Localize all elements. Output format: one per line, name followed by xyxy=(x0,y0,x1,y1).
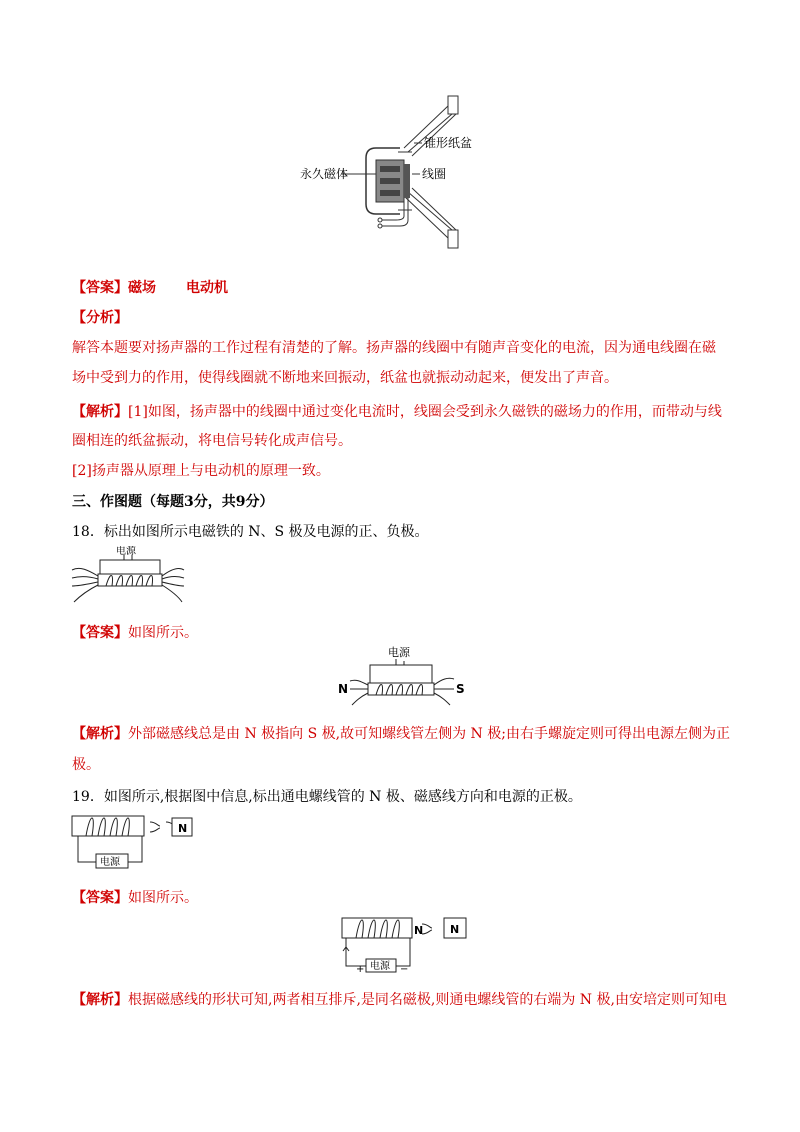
q18-ans-s-label: S xyxy=(456,682,465,696)
q18-fig-power-label: 电源 xyxy=(116,546,136,557)
q18-answer-figure xyxy=(336,645,466,707)
answer-2: 电动机 xyxy=(186,280,228,296)
q17-explain-line2: 圈相连的纸盆振动，将电信号转化成声信号。 xyxy=(72,433,352,449)
q19-explain-line1 xyxy=(72,991,727,1009)
explain-text: 根据磁感线的形状可知,两者相互排斥,是同名磁极,则通电螺线管的右端为 N 极,由安培定则可知电 xyxy=(128,992,727,1008)
explain-tag: 【解析】 xyxy=(72,726,128,742)
label-magnet: 永久磁体 xyxy=(300,167,349,181)
label-coil: 线圈 xyxy=(422,167,447,181)
q17-analysis-line2: 场中受到力的作用，使得线圈就不断地来回振动，纸盆也就振动动起来，便发出了声音。 xyxy=(72,370,618,386)
answer-tag: 【答案】 xyxy=(72,625,128,641)
q18-explain-line2: 极。 xyxy=(72,757,100,773)
label-cone: 锥形纸盆 xyxy=(424,136,473,150)
q17-explain-line3: [2]扬声器从原理上与电动机的原理一致。 xyxy=(72,463,330,479)
q17-answer xyxy=(72,279,228,297)
q18-figure xyxy=(70,546,186,606)
q18-ans-n-label: N xyxy=(338,682,349,696)
q17-analysis-tag: 【分析】 xyxy=(72,310,128,326)
answer-text: 如图所示。 xyxy=(128,625,198,641)
q19-question: 19．如图所示,根据图中信息,标出通电螺线管的 N 极、磁感线方向和电源的正极。 xyxy=(72,789,582,805)
q19-answer-figure xyxy=(338,914,470,976)
q18-question: 18．标出如图所示电磁铁的 N、S 极及电源的正、负极。 xyxy=(72,524,429,540)
q19-fig-n-label: N xyxy=(178,822,188,835)
q17-explain-line1 xyxy=(72,403,722,421)
q19-fig-power-label: 电源 xyxy=(100,857,120,868)
q18-explain-line1 xyxy=(72,725,730,743)
answer-tag: 【答案】 xyxy=(72,890,128,906)
q19-ans-plus: + xyxy=(356,964,365,975)
answer-1: 磁场 xyxy=(128,280,156,296)
q19-answer xyxy=(72,889,198,907)
answer-text: 如图所示。 xyxy=(128,890,198,906)
explain-text: 外部磁感线总是由 N 极指向 S 极,故可知螺线管左侧为 N 极;由右手螺旋定则可得出电源左侧为正 xyxy=(128,726,730,742)
explain-tag: 【解析】 xyxy=(72,992,128,1008)
section-title: 三、作图题（每题3分，共9分） xyxy=(72,494,274,510)
q19-ans-n-right: N xyxy=(450,923,460,936)
q18-ans-power-label: 电源 xyxy=(388,646,410,659)
q19-ans-n-left: N xyxy=(414,924,424,937)
q17-analysis-line1: 解答本题要对扬声器的工作过程有清楚的了解。扬声器的线圈中有随声音变化的电流，因为通电线圈在磁 xyxy=(72,340,716,356)
q19-figure xyxy=(70,812,200,872)
explain-tag: 【解析】 xyxy=(72,404,128,420)
q19-ans-power-label: 电源 xyxy=(370,961,390,972)
answer-tag: 【答案】 xyxy=(72,280,128,296)
q19-ans-minus: − xyxy=(400,964,409,975)
explain-text: [1]如图，扬声器中的线圈中通过变化电流时，线圈会受到永久磁铁的磁场力的作用，而带动与线 xyxy=(128,404,722,420)
speaker-figure xyxy=(300,92,510,254)
q18-answer xyxy=(72,624,198,642)
